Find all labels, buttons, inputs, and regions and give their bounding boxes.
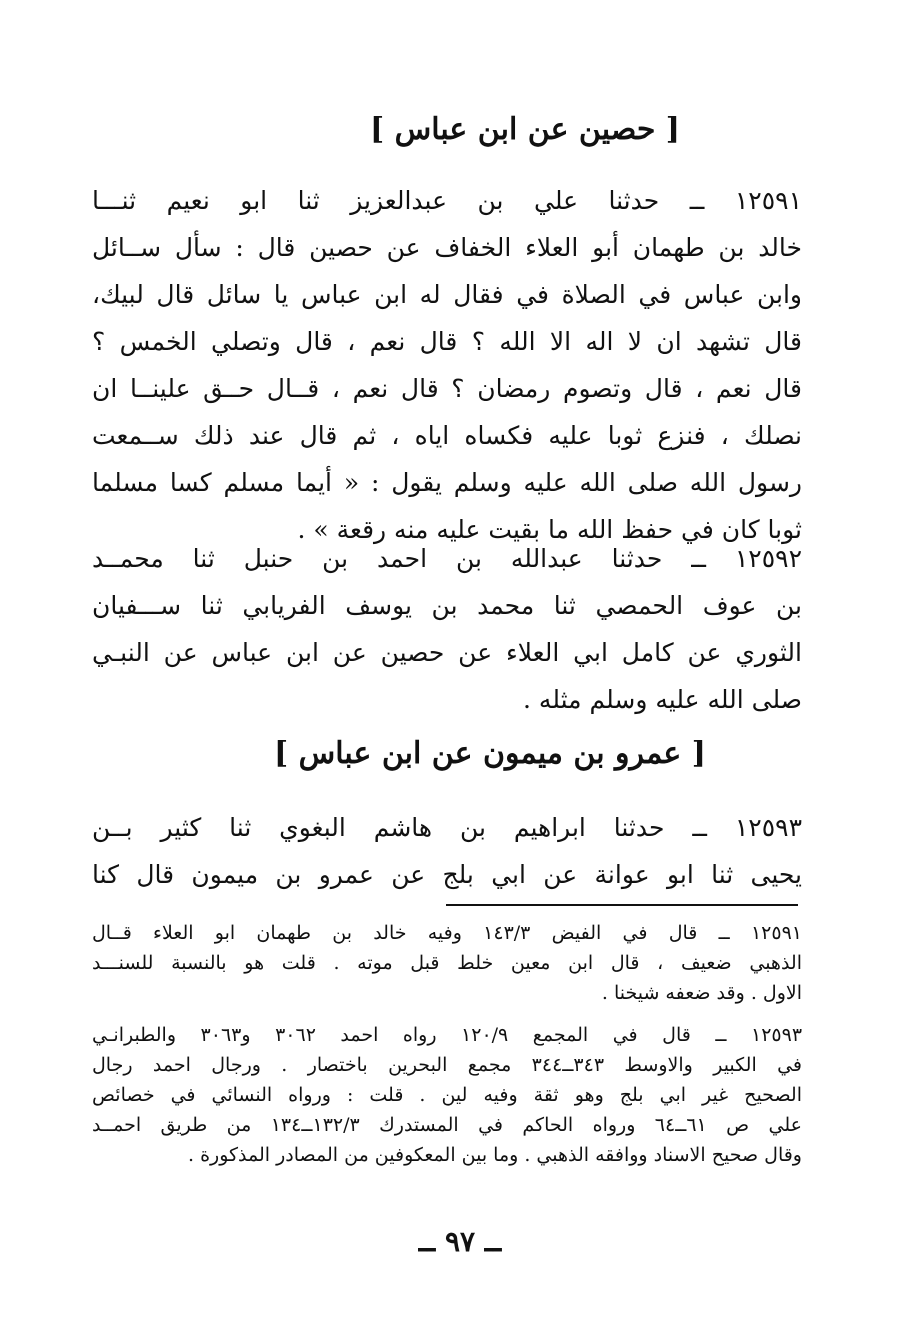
footnote-line: وقال صحيح الاسناد ووافقه الذهبي . وما بين المعكوفين من المصادر المذكورة . bbox=[187, 1144, 802, 1166]
text-line: نصلك ، فنزع ثوبا عليه فكساه اياه ، ثم قال عند ذلك ســمعت bbox=[92, 421, 802, 450]
text-line: خالد بن طهمان أبو العلاء الخفاف عن حصين قال : سأل ســائل bbox=[92, 233, 802, 262]
footnotes bbox=[92, 918, 802, 1170]
footnote-line: ١٢٥٩٣ ــ قال في المجمع ١٢٠/٩ رواه احمد ٣٠٦٢ و٣٠٦٣ والطبرانـي bbox=[92, 1024, 802, 1046]
text-line: ١٢٥٩٣ ــ حدثنا ابراهيم بن هاشم البغوي ثنا كثير بــن bbox=[92, 813, 802, 842]
text-line: ١٢٥٩٢ ــ حدثنا عبدالله بن احمد بن حنبل ثنا محمــد bbox=[92, 544, 802, 573]
text-line: ثوبا كان في حفظ الله ما بقيت عليه منه رقعة » . bbox=[297, 515, 802, 544]
text-line: وابن عباس في الصلاة في فقال له ابن عباس يا سائل قال لبيك، bbox=[92, 280, 802, 309]
footnote-line: علي ص ٦١ــ٦٤ ورواه الحاكم في المستدرك ١٣٢/٣ــ١٣٤ من طريق احمــد bbox=[92, 1114, 802, 1136]
text-line: صلى الله عليه وسلم مثله . bbox=[523, 685, 802, 714]
text-line: ١٢٥٩١ ــ حدثنا علي بن عبدالعزيز ثنا ابو نعيم ثنـــا bbox=[92, 186, 802, 215]
text-line: بن عوف الحمصي ثنا محمد بن يوسف الفريابي ثنا ســـفيان bbox=[92, 591, 802, 620]
hadith-12592 bbox=[92, 535, 802, 723]
text-line: قال تشهد ان لا اله الا الله ؟ قال نعم ، قال وتصلي الخمس ؟ bbox=[92, 327, 802, 356]
footnote-line: في الكبير والاوسط ٣٤٣ــ٣٤٤ مجمع البحرين باختصار . ورجال احمد رجال bbox=[92, 1054, 802, 1076]
section-heading-amr-ibn-maymun: [ عمرو بن ميمون عن ابن عباس ] bbox=[274, 736, 706, 771]
hadith-12591 bbox=[92, 177, 802, 553]
footnote-line: الصحيح غير ابي بلج وهو ثقة وفيه لين . قلت : ورواه النسائي في خصائص bbox=[92, 1084, 802, 1106]
footnote-line: ١٢٥٩١ ــ قال في الفيض ١٤٣/٣ وفيه خالد بن طهمان ابو العلاء قــال bbox=[92, 922, 802, 944]
text-line: رسول الله صلى الله عليه وسلم يقول : « أيما مسلم كسا مسلما bbox=[92, 468, 802, 497]
footnote-12593 bbox=[92, 1020, 802, 1170]
text-line: يحيى ثنا ابو عوانة عن ابي بلج عن عمرو بن ميمون قال كنا bbox=[92, 860, 802, 889]
text-line: قال نعم ، قال وتصوم رمضان ؟ قال نعم ، قــال حــق علينــا ان bbox=[92, 374, 802, 403]
section-heading-husayn: [ حصين عن ابن عباس ] bbox=[369, 112, 681, 147]
footnote-divider bbox=[446, 904, 798, 906]
hadith-12593 bbox=[92, 804, 802, 898]
footnote-12591 bbox=[92, 918, 802, 1008]
footnote-line: الذهبي ضعيف ، قال ابن معين خلط قبل موته . قلت هو بالنسبة للسنـــد bbox=[92, 952, 802, 974]
footnote-line: الاول . وقد ضعفه شيخنا . bbox=[601, 982, 802, 1004]
text-line: الثوري عن كامل ابي العلاء عن حصين عن ابن عباس عن النبـي bbox=[92, 638, 802, 667]
page-number: ــ ٩٧ ــ bbox=[418, 1225, 502, 1258]
